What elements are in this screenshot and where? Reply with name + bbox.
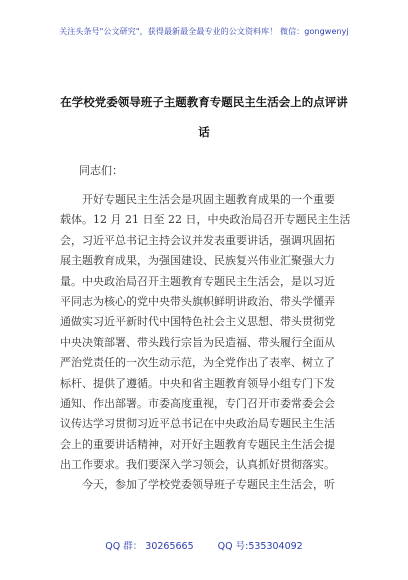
document-title-line-1: 在学校党委领导班子主题教育专题民主生活会上的点评讲: [60, 95, 348, 109]
body-paragraphs: [60, 190, 356, 496]
body-line: 严治党责任的一次生动示范，为全党作出了表率、树立了: [60, 356, 335, 370]
body-line: 出工作要求。我们要深入学习领会，认真抓好贯彻落实。: [60, 458, 335, 472]
body-line: 载体。12 月 21 日至 22 日，中央政治局召开专题民主生活: [60, 213, 351, 227]
body-line: 会上的重要讲话精神，对开好主题教育专题民主生活会提: [60, 437, 335, 451]
footer-qq-number: QQ 号:535304092: [217, 541, 303, 552]
body-line: 量。中央政治局召开主题教育专题民主生活会，是以习近: [60, 274, 335, 288]
body-line: 中央决策部署、带头践行宗旨为民造福、带头履行全面从: [60, 335, 335, 349]
body-line: 今天，参加了学校党委领导班子专题民主生活会，听: [82, 478, 335, 492]
header-promo-note: 关注头条号"公文研究"，获得最新最全最专业的公文资料库！ 微信：gongwenyj: [59, 27, 349, 36]
body-line: 会，习近平总书记主持会议并发表重要讲话，强调巩固拓: [60, 233, 335, 247]
body-line: 开好专题民主生活会是巩固主题教育成果的一个重要: [82, 193, 335, 206]
body-line: 议传达学习贯彻习近平总书记在中央政治局专题民主生活: [60, 417, 335, 431]
document-title-line-2: 话: [198, 125, 210, 139]
footer-qq-group: QQ 群： 30265665: [105, 541, 194, 552]
body-line: 标杆、提供了遵循。中央和省主题教育领导小组专门下发: [60, 376, 335, 390]
body-line: 展主题教育成果，为强国建设、民族复兴伟业汇聚强大力: [60, 254, 335, 268]
salutation: 同志们：: [79, 164, 123, 177]
footer-contact: [0, 538, 408, 552]
body-line: 平同志为核心的党中央带头旗帜鲜明讲政治、带头学懂弄: [60, 294, 335, 308]
body-line: 通做实习近平新时代中国特色社会主义思想、带头贯彻党: [60, 315, 335, 329]
body-line: 通知、作出部署。市委高度重视，专门召开市委常委会会: [60, 396, 335, 410]
